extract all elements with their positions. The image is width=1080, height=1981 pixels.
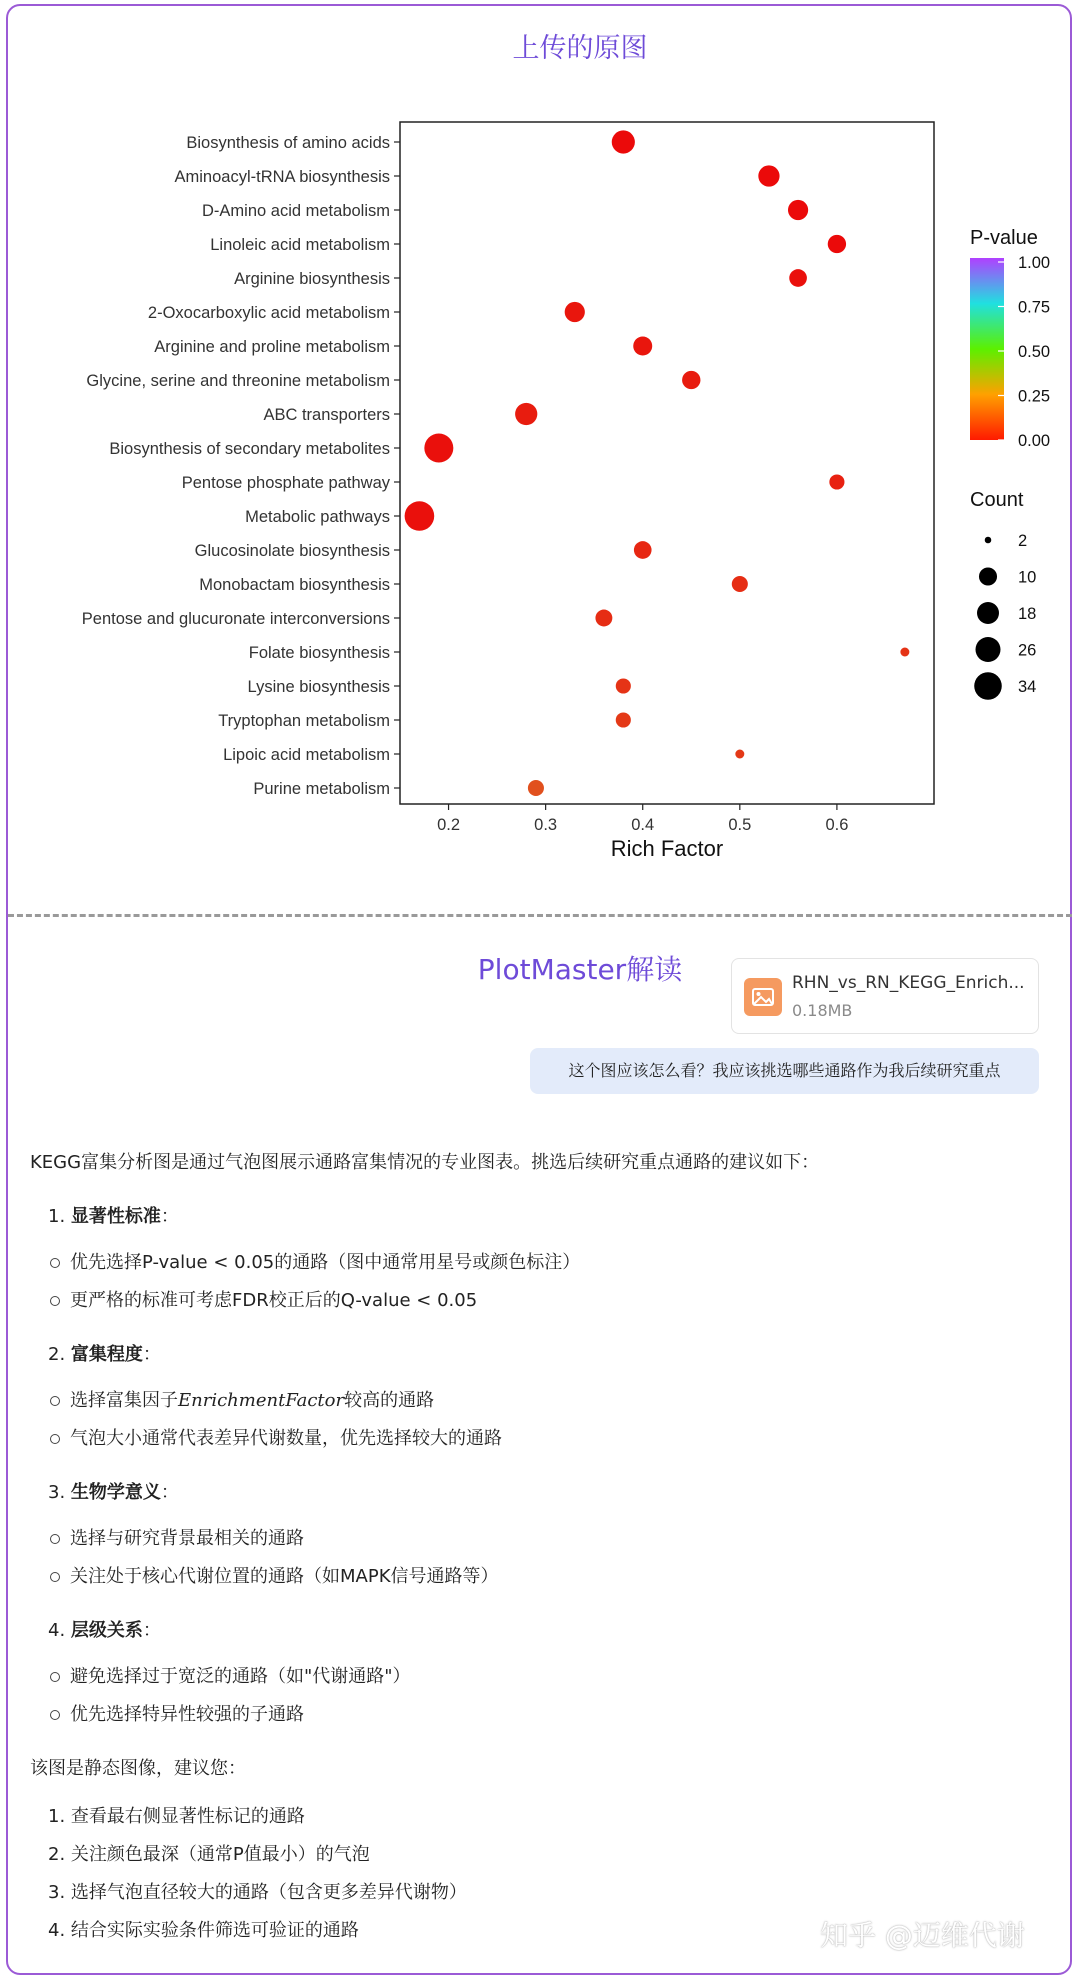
data-point [758, 165, 779, 186]
size-legend-label: 18 [1018, 605, 1037, 623]
data-point [735, 750, 744, 759]
data-point [616, 712, 631, 727]
color-legend-label: 0.25 [1018, 387, 1051, 406]
color-legend-label: 0.75 [1018, 298, 1051, 317]
size-legend-dot [974, 672, 1002, 700]
y-tick-label: Glycine, serine and threonine metabolism [86, 372, 390, 390]
size-legend-title: Count [970, 489, 1024, 511]
data-point [634, 541, 652, 559]
bubble-chart [0, 0, 1080, 900]
y-tick-label: 2-Oxocarboxylic acid metabolism [147, 304, 390, 322]
y-tick-label: ABC transporters [263, 406, 390, 424]
file-name: RHN_vs_RN_KEGG_Enrich... [792, 973, 1025, 993]
size-legend-dot [975, 637, 1000, 662]
color-legend-label: 0.50 [1018, 343, 1051, 361]
x-axis-label: Rich Factor [610, 836, 724, 861]
y-tick-label: Biosynthesis of secondary metabolites [109, 440, 390, 458]
answer-intro: KEGG富集分析图是通过气泡图展示通路富集情况的专业图表。挑选后续研究重点通路的建议如下： [30, 1152, 820, 1173]
data-point [828, 235, 846, 253]
y-tick-label: Aminoacyl-tRNA biosynthesis [174, 168, 390, 186]
list-item: 避免选择过于宽泛的通路（如"代谢通路"） [50, 1662, 1050, 1688]
data-point [565, 302, 585, 322]
data-point [633, 337, 652, 356]
image-icon [744, 978, 782, 1016]
list-item: 选择富集因子EnrichmentFactor较高的通路 [50, 1386, 1050, 1412]
list-item: 优先选择特异性较强的子通路 [50, 1700, 1050, 1726]
section-heading: 4. 层级关系： [48, 1620, 161, 1641]
data-point [789, 269, 807, 287]
interpretation-title: PlotMaster解读 [477, 953, 683, 986]
section-divider [8, 914, 1072, 917]
x-tick-label: 0.3 [534, 816, 558, 834]
y-tick-label: Pentose phosphate pathway [181, 474, 390, 492]
list-item: 1. 查看最右侧显著性标记的通路 [48, 1806, 305, 1827]
original-image-title: 上传的原图 [512, 33, 648, 64]
watermark: 知乎 @迈维代谢 [820, 1919, 1025, 1952]
y-tick-label: Pentose and glucuronate interconversions [81, 610, 390, 628]
data-point [616, 678, 631, 693]
x-tick-label: 0.6 [825, 816, 849, 834]
y-tick-label: Tryptophan metabolism [218, 712, 390, 730]
y-tick-label: Folate biosynthesis [248, 644, 390, 662]
section-heading: 2. 富集程度： [48, 1344, 161, 1365]
plot-panel [400, 122, 934, 804]
section-heading: 3. 生物学意义： [48, 1482, 179, 1503]
y-tick-label: Metabolic pathways [245, 508, 390, 526]
size-legend-dot [977, 602, 999, 624]
y-tick-label: Lipoic acid metabolism [223, 746, 390, 764]
data-point [900, 648, 909, 657]
user-question-bubble: 这个图应该怎么看？我应该挑选哪些通路作为我后续研究重点 [530, 1048, 1039, 1094]
list-item: 更严格的标准可考虑FDR校正后的Q-value < 0.05 [50, 1286, 1050, 1312]
data-point [732, 576, 748, 592]
y-tick-label: Monobactam biosynthesis [199, 576, 390, 594]
data-point [829, 474, 844, 489]
x-tick-label: 0.2 [437, 816, 461, 834]
data-point [595, 610, 612, 627]
color-legend-bar [970, 258, 1004, 440]
list-item: 选择与研究背景最相关的通路 [50, 1524, 1050, 1550]
color-legend-label: 1.00 [1018, 254, 1051, 272]
y-tick-label: Lysine biosynthesis [247, 678, 390, 696]
y-tick-label: Biosynthesis of amino acids [186, 134, 390, 152]
y-tick-label: Arginine and proline metabolism [154, 338, 390, 356]
section-heading: 1. 显著性标准： [48, 1206, 179, 1227]
y-tick-label: Arginine biosynthesis [234, 270, 390, 288]
list-item: 2. 关注颜色最深（通常P值最小）的气泡 [48, 1844, 370, 1865]
size-legend-dot [979, 567, 997, 585]
data-point [405, 501, 435, 531]
list-item: 关注处于核心代谢位置的通路（如MAPK信号通路等） [50, 1562, 1050, 1588]
size-legend-dot [985, 537, 992, 544]
list-item: 4. 结合实际实验条件筛选可验证的通路 [48, 1920, 359, 1941]
color-legend-label: 0.00 [1018, 432, 1051, 450]
x-tick-label: 0.4 [631, 816, 655, 834]
file-size: 0.18MB [792, 1001, 853, 1020]
x-tick-label: 0.5 [728, 816, 752, 834]
size-legend-label: 2 [1018, 532, 1028, 550]
list-item: 气泡大小通常代表差异代谢数量，优先选择较大的通路 [50, 1424, 1050, 1450]
list-item: 优先选择P-value < 0.05的通路（图中通常用星号或颜色标注） [50, 1248, 1050, 1274]
data-point [612, 130, 635, 153]
data-point [424, 434, 453, 463]
data-point [788, 200, 808, 220]
file-attachment[interactable] [731, 958, 1039, 1034]
y-tick-label: Purine metabolism [253, 780, 390, 798]
y-tick-label: Linoleic acid metabolism [210, 236, 390, 254]
y-tick-label: Glucosinolate biosynthesis [194, 542, 390, 560]
color-legend-title: P-value [970, 227, 1038, 249]
size-legend-label: 34 [1018, 678, 1037, 696]
size-legend-label: 26 [1018, 641, 1037, 660]
y-tick-label: D-Amino acid metabolism [202, 202, 390, 220]
static-note: 该图是静态图像，建议您： [30, 1758, 246, 1779]
data-point [682, 371, 700, 389]
size-legend-label: 10 [1018, 568, 1037, 587]
list-item: 3. 选择气泡直径较大的通路（包含更多差异代谢物） [48, 1882, 467, 1903]
data-point [515, 403, 537, 425]
data-point [528, 780, 544, 796]
answer-body [30, 1148, 1050, 1954]
